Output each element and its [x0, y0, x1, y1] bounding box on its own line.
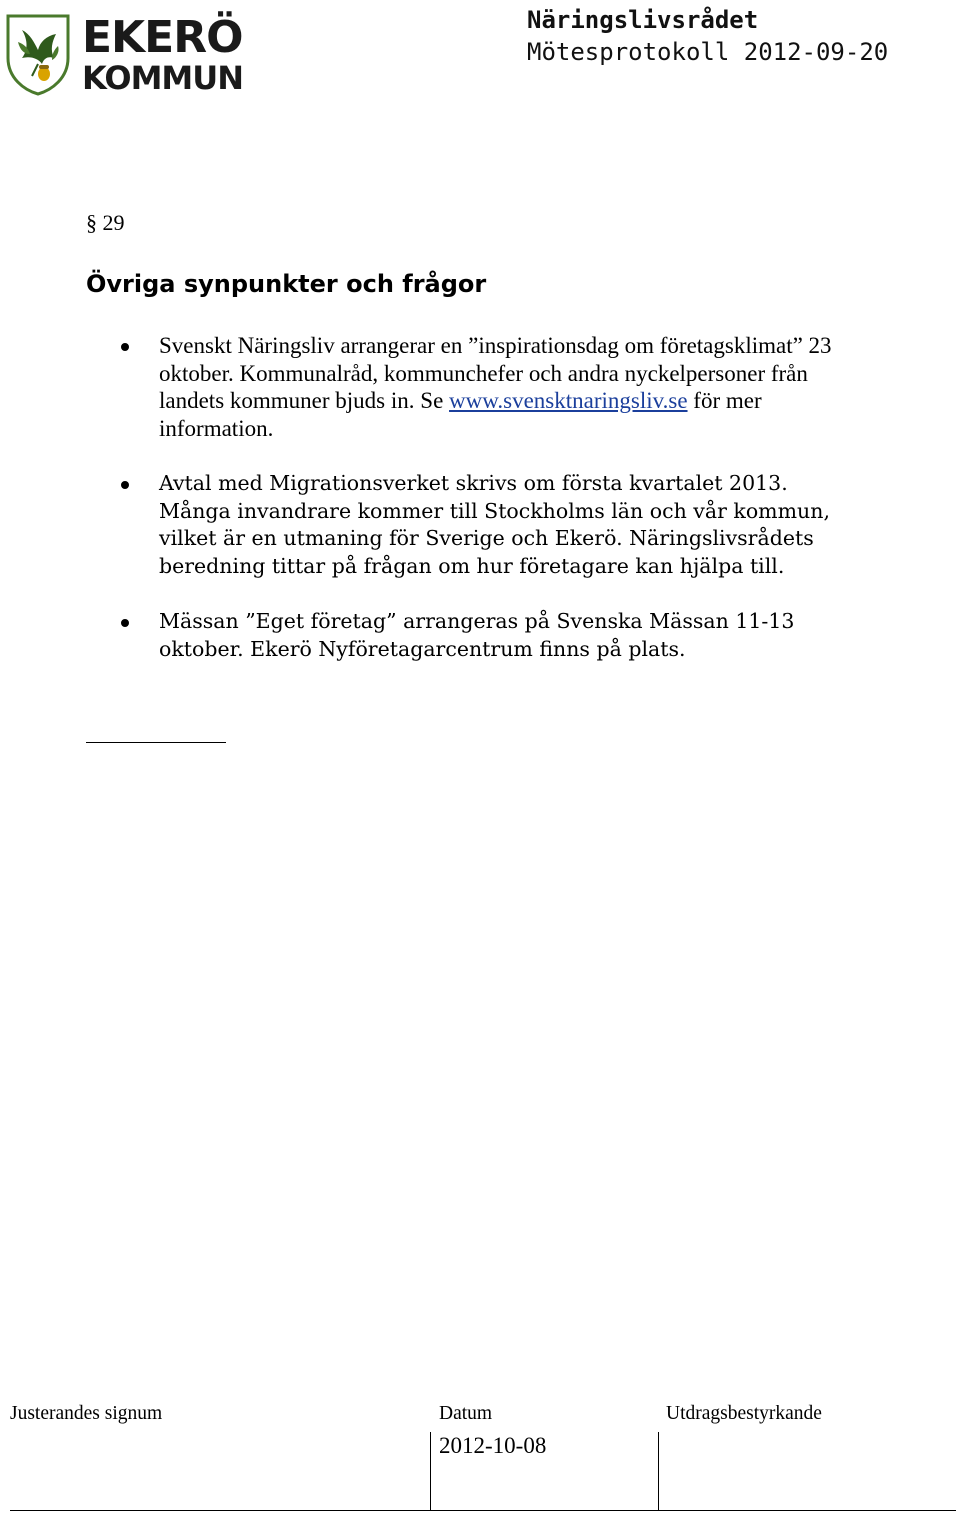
list-item — [0, 608, 960, 663]
list-item — [0, 332, 960, 442]
item-text: Svenskt Näringsliv arrangerar en ”inspirationsdag om företagsklimat” 23 oktober. Kommunalråd, kommunchefer och andra nyckelpersoner från landets kommuner bjuds in. Se — [159, 333, 832, 413]
list-item — [0, 470, 960, 580]
item-text-after: för mer information. — [159, 388, 762, 441]
bullet-icon — [121, 481, 129, 489]
section-title: Övriga synpunkter och frågor — [86, 270, 487, 298]
bullet-list — [0, 332, 960, 691]
bullet-icon — [121, 619, 129, 627]
footnote-divider — [86, 742, 226, 743]
protocol-title: Mötesprotokoll 2012-09-20 — [527, 38, 889, 66]
item-text: Mässan ”Eget företag” arrangeras på Svenska Mässan 11-13 oktober. Ekerö Nyföretagarcentrum finns på plats. — [159, 609, 795, 661]
committee-name: Näringslivsrådet — [527, 6, 759, 34]
svensktnaringsliv-link[interactable]: www.svensktnaringsliv.se — [449, 388, 688, 413]
ekero-kommun-logo — [4, 4, 254, 96]
logo-text-ekero: EKERÖ — [82, 12, 243, 63]
footer-baseline — [10, 1510, 956, 1511]
section-number: § 29 — [86, 210, 125, 235]
footer-divider-right — [658, 1432, 659, 1510]
item-text: Avtal med Migrationsverket skrivs om första kvartalet 2013. Många invandrare kommer till Stockholms län och vår kommun, vilket är en utmaning för Sverige och Ekerö. Näringslivsrådets beredning tittar på frågan om hur företagare kan hjälpa till. — [159, 471, 830, 578]
footer-divider-left — [430, 1432, 431, 1510]
bullet-icon — [121, 343, 129, 351]
date-label: Datum — [439, 1403, 493, 1424]
certified-label: Utdragsbestyrkande — [666, 1403, 822, 1424]
date-value: 2012-10-08 — [439, 1433, 547, 1458]
document-header — [527, 4, 888, 68]
signum-label: Justerandes signum — [10, 1403, 163, 1424]
oak-leaf-shield-icon — [4, 12, 72, 96]
logo-text-kommun: KOMMUN — [82, 59, 244, 97]
